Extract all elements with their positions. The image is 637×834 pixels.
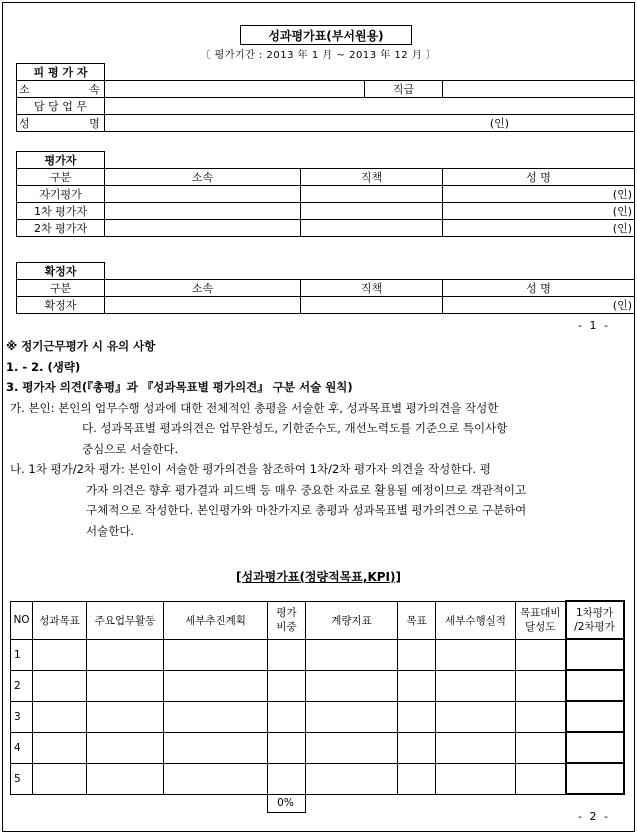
col-name: 성 명 xyxy=(443,280,635,297)
guideline-ga-line1: 가. 본인: 본인의 업무수행 성과에 대한 전체적인 총평을 서술한 후, 성과목표별 평가의견을 작성한 xyxy=(10,400,499,415)
affiliation-label: 소 속 xyxy=(17,81,105,98)
form-title: 성과평가표(부서원용) xyxy=(240,25,412,45)
evaluatee-table xyxy=(16,63,635,132)
guideline-item-1-2: 1. - 2. (생략) xyxy=(6,359,81,374)
table-row xyxy=(11,763,624,794)
col-position: 직책 xyxy=(301,169,443,186)
col-affiliation: 소속 xyxy=(105,280,301,297)
first-affiliation-field[interactable] xyxy=(105,203,301,220)
guidelines-section xyxy=(6,336,632,541)
self-name-field[interactable]: (인) xyxy=(443,186,635,203)
position-field[interactable] xyxy=(443,81,635,98)
row-number: 2 xyxy=(11,670,33,701)
table-row xyxy=(11,670,624,701)
evaluatee-header: 피 평 가 자 xyxy=(17,64,105,81)
row-label-self: 자기평가 xyxy=(17,186,105,203)
kpi-table xyxy=(10,600,625,813)
kpi-col-no: NO xyxy=(11,601,33,639)
name-field[interactable] xyxy=(105,115,635,132)
row-label-second: 2차 평가자 xyxy=(17,220,105,237)
col-division: 구분 xyxy=(17,280,105,297)
table-row xyxy=(11,732,624,763)
row-label-first: 1차 평가자 xyxy=(17,203,105,220)
col-position: 직책 xyxy=(301,280,443,297)
kpi-table-title: [성과평가표(정량적목표,KPI)] xyxy=(236,570,401,584)
row-number: 5 xyxy=(11,763,33,794)
kpi-col-target: 목표 xyxy=(398,601,436,639)
kpi-col-achievement: 목표대비 달성도 xyxy=(516,601,566,639)
kpi-col-weight: 평가 비중 xyxy=(268,601,306,639)
affiliation-field[interactable] xyxy=(105,81,365,98)
row-number: 3 xyxy=(11,701,33,732)
weight-total-row xyxy=(11,794,624,812)
row-number: 4 xyxy=(11,732,33,763)
guideline-ga-line2: 다. 성과목표별 평과의견은 업무완성도, 기한준수도, 개선노력도를 기준으로 특이사항 xyxy=(82,421,508,435)
guideline-ga-line3: 중심으로 서술한다. xyxy=(82,441,179,456)
table-row xyxy=(11,639,624,670)
confirmer-table xyxy=(16,262,635,314)
guideline-na-line2: 가자 의견은 향후 평가결과 피드백 등 매우 중요한 자료로 활용될 예정이므로 객관적이고 xyxy=(86,482,527,497)
kpi-col-evaluation: 1차평가 /2차평가 xyxy=(566,601,624,639)
guidelines-heading: ※ 정기근무평가 시 유의 사항 xyxy=(6,339,156,353)
second-position-field[interactable] xyxy=(301,220,443,237)
evaluation-period: 〔 평가기간 : 2013 年 1 月 ~ 2013 年 12 月 〕 xyxy=(200,50,437,61)
evaluator-header: 평가자 xyxy=(17,152,105,169)
row-label-confirmer: 확정자 xyxy=(17,297,105,314)
confirmer-affiliation-field[interactable] xyxy=(105,297,301,314)
confirmer-header: 확정자 xyxy=(17,263,105,280)
kpi-col-result: 세부수행실적 xyxy=(436,601,516,639)
kpi-col-plan: 세부추진계획 xyxy=(164,601,268,639)
row-number: 1 xyxy=(11,639,33,670)
second-name-field[interactable]: (인) xyxy=(443,220,635,237)
weight-total: 0% xyxy=(268,794,306,812)
evaluator-table xyxy=(16,151,635,237)
first-position-field[interactable] xyxy=(301,203,443,220)
page-number-2: - 2 - xyxy=(578,810,610,823)
second-affiliation-field[interactable] xyxy=(105,220,301,237)
self-position-field[interactable] xyxy=(301,186,443,203)
col-division: 구분 xyxy=(17,169,105,186)
seal-text: (인) xyxy=(489,117,510,130)
guideline-item-3: 3. 평가자 의견(『총평』과 『성과목표별 평가의견』 구분 서술 원칙) xyxy=(6,380,353,394)
first-name-field[interactable]: (인) xyxy=(443,203,635,220)
name-label: 성 명 xyxy=(17,115,105,132)
kpi-col-activity: 주요업무활동 xyxy=(87,601,164,639)
guideline-na-line3: 구체적으로 작성한다. 본인평가와 마찬가지로 총평과 성과목표별 평가의견으로 구분하여 xyxy=(86,503,527,517)
self-affiliation-field[interactable] xyxy=(105,186,301,203)
position-label: 직급 xyxy=(365,81,443,98)
col-name: 성 명 xyxy=(443,169,635,186)
page-number-1: - 1 - xyxy=(578,319,610,332)
confirmer-name-field[interactable]: (인) xyxy=(443,297,635,314)
col-affiliation: 소속 xyxy=(105,169,301,186)
kpi-col-indicator: 계량지표 xyxy=(306,601,398,639)
guideline-na-line4: 서술한다. xyxy=(86,523,135,538)
kpi-col-goal: 성과목표 xyxy=(33,601,87,639)
duty-label: 담 당 업 무 xyxy=(17,98,105,115)
table-row xyxy=(11,701,624,732)
confirmer-position-field[interactable] xyxy=(301,297,443,314)
guideline-na-line1: 나. 1차 평가/2차 평가: 본인이 서술한 평가의견을 참조하여 1차/2차 평가자 의견을 작성한다. 평 xyxy=(10,462,491,476)
duty-field[interactable] xyxy=(105,98,635,115)
